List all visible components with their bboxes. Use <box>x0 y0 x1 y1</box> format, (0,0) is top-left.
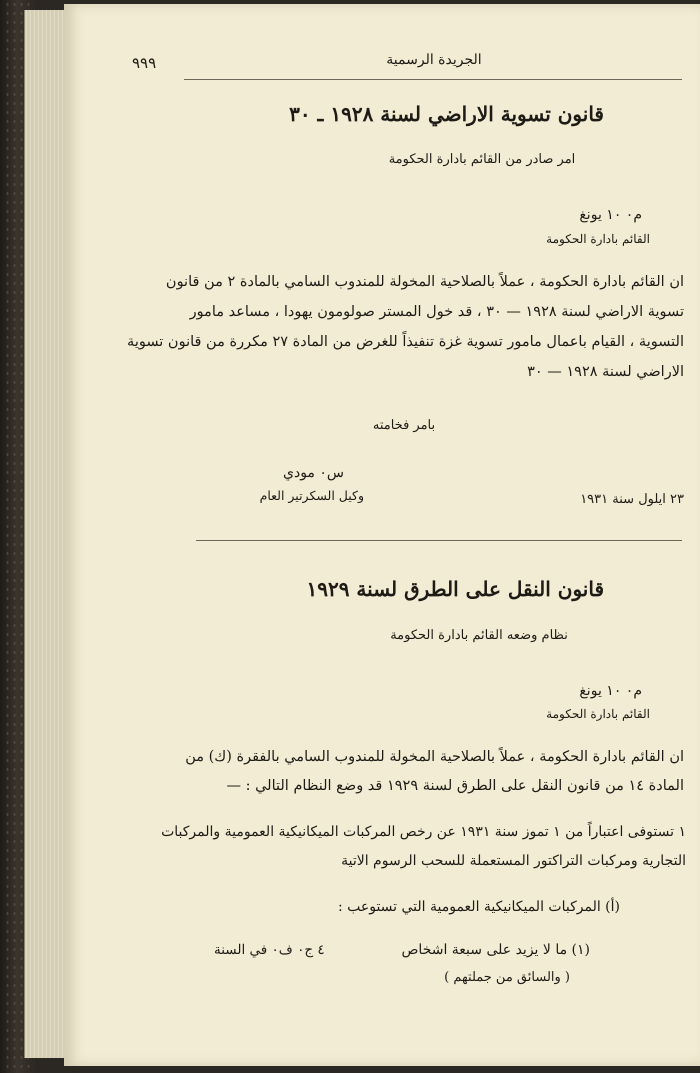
law2-subtitle: نظام وضعه القائم بادارة الحكومة <box>390 628 568 643</box>
running-title: الجريدة الرسمية <box>386 52 482 68</box>
law1-signer-name: س٠ مودي <box>283 465 344 481</box>
section-divider <box>196 540 682 541</box>
law2-preamble-line: ان القائم بادارة الحكومة ، عملاً بالصلاحية المخولة للمندوب السامي بالفقرة (ك) من <box>185 749 684 765</box>
law2-fee: ٤ ج٠ ف٠ في السنة <box>214 942 325 958</box>
law2-preamble-line: المادة ١٤ من قانون النقل على الطرق لسنة ١٩٢٩ قد وضع النظام التالي : — <box>226 778 684 794</box>
law2-date: م٠ ١٠ يونغ <box>579 683 642 699</box>
law1-date: م٠ ١٠ يونغ <box>579 207 642 223</box>
law2-article-line: التجارية ومركبات التراكتور المستعملة للسحب الرسوم الاتية <box>341 853 686 869</box>
page-number: ٩٩٩ <box>132 54 157 72</box>
law1-issue-date: ٢٣ ايلول سنة ١٩٣١ <box>580 492 684 507</box>
law1-body-line: ان القائم بادارة الحكومة ، عملاً بالصلاحية المخولة للمندوب السامي بالمادة ٢ من قانون <box>165 274 684 290</box>
law1-body-line: تسوية الاراضي لسنة ١٩٢٨ — ٣٠ ، قد خول المستر صولومون يهودا ، مساعد مامور <box>189 304 684 320</box>
law1-body-line: التسوية ، القيام باعمال مامور تسوية غزة تنفيذاً للغرض من المادة ٢٧ مكررة من قانون تسوية <box>127 334 684 350</box>
law1-subtitle: امر صادر من القائم بادارة الحكومة <box>388 152 576 167</box>
law1-signatory-role: القائم بادارة الحكومة <box>546 232 650 246</box>
law2-title: قانون النقل على الطرق لسنة ١٩٢٩ <box>306 577 604 601</box>
header-rule <box>184 79 682 80</box>
law1-body-line: الاراضي لسنة ١٩٢٨ — ٣٠ <box>527 364 684 380</box>
law2-item-1: (١) ما لا يزيد على سبعة اشخاص <box>401 942 590 958</box>
law2-item-1-note: ( والسائق من جملتهم ) <box>444 970 570 985</box>
law1-title: قانون تسوية الاراضي لسنة ١٩٢٨ ـ ٣٠ <box>289 102 604 126</box>
law2-subsection-a: (أ) المركبات الميكانيكية العمومية التي تستوعب : <box>337 899 620 915</box>
law2-signatory-role: القائم بادارة الحكومة <box>546 707 650 721</box>
law2-article-line: ١ تستوفى اعتباراً من ١ تموز سنة ١٩٣١ عن رخص المركبات الميكانيكية العمومية والمركبات <box>161 824 686 840</box>
document-page <box>64 4 700 1066</box>
law1-command: بامر فخامته <box>372 418 436 433</box>
law1-signer-role: وكيل السكرتير العام <box>259 488 364 503</box>
